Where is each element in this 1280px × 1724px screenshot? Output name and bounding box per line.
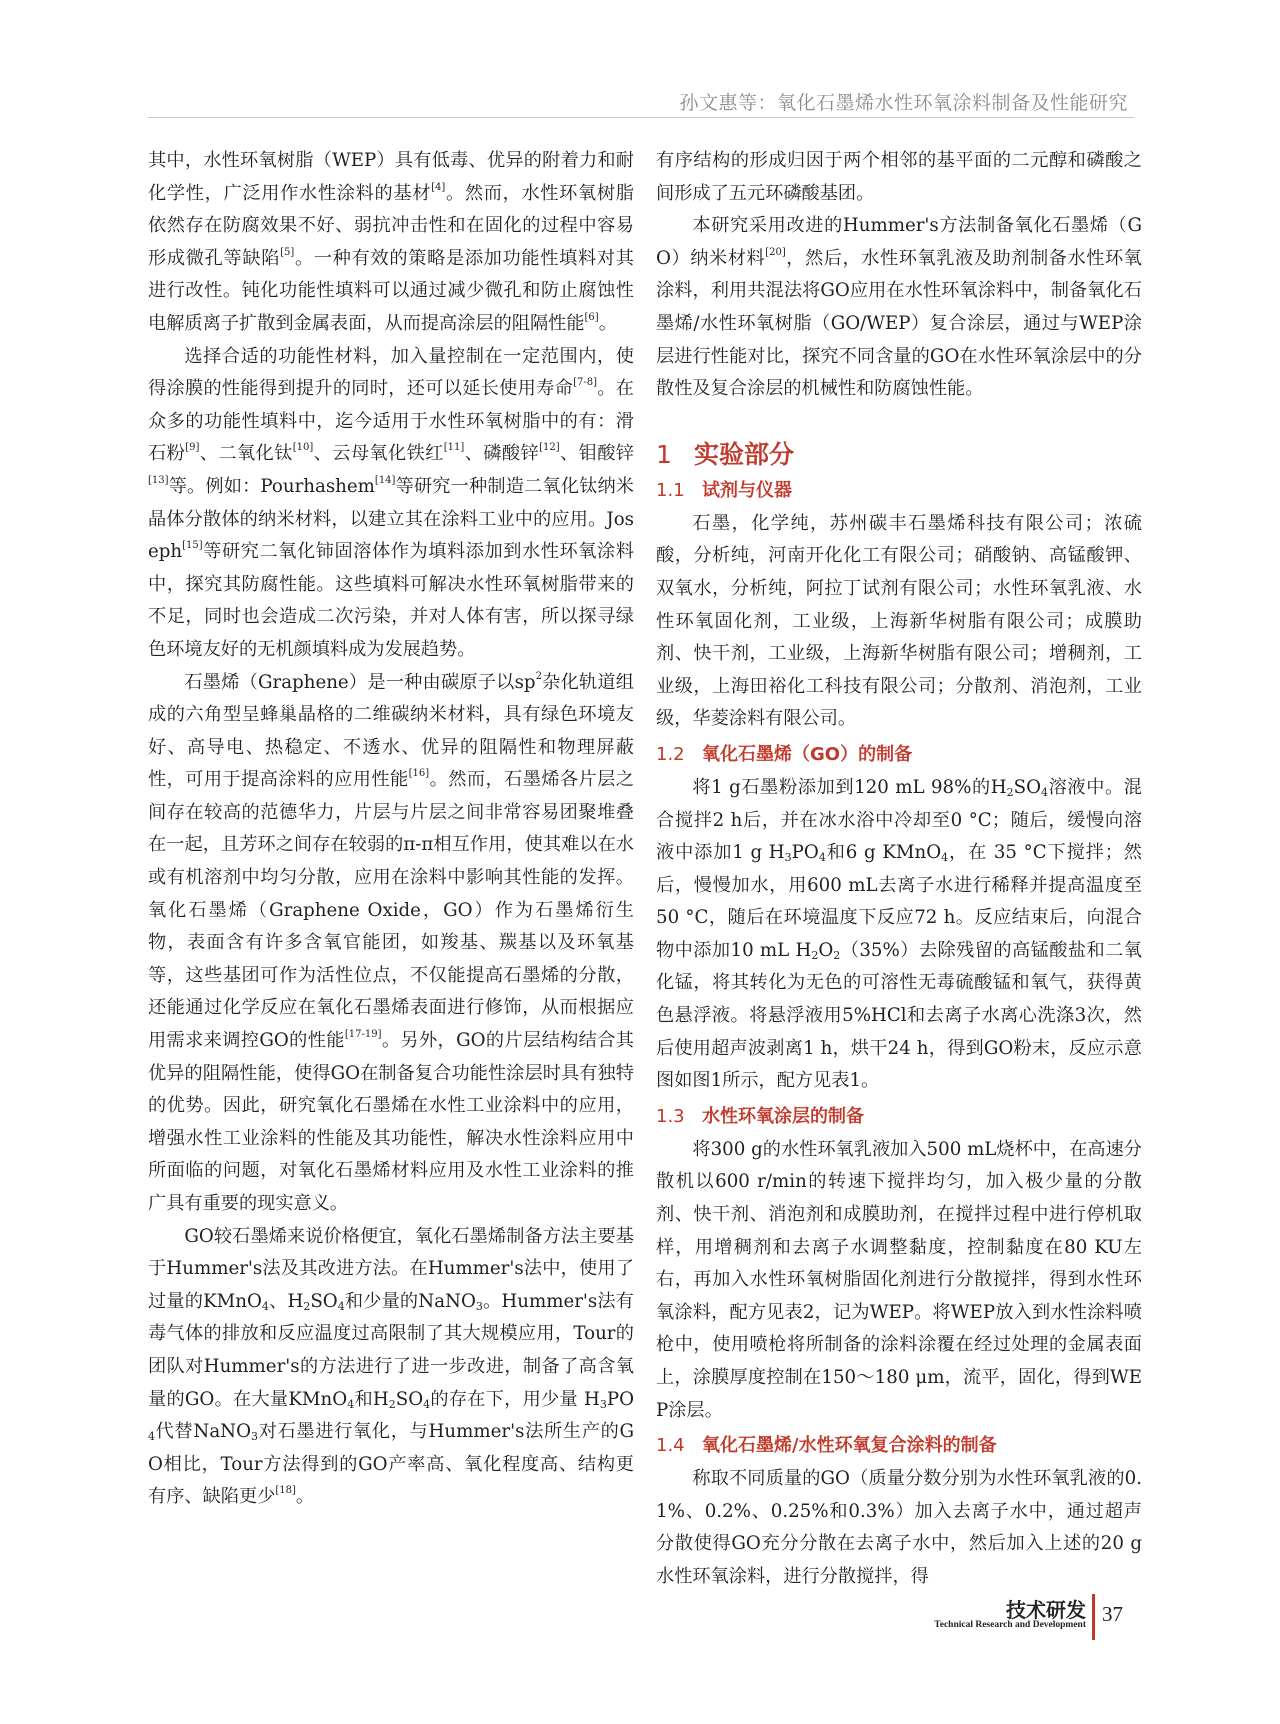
subsection-heading: 1.4 氧化石墨烯/水性环氧复合涂料的制备 bbox=[656, 1435, 997, 1457]
citation[interactable]: [9] bbox=[185, 442, 200, 454]
citation[interactable]: [10] bbox=[292, 442, 314, 454]
header-rule bbox=[148, 117, 1134, 118]
citation[interactable]: [16] bbox=[408, 768, 430, 780]
paragraph: 石墨烯（Graphene）是一种由碳原子以$sp^2$杂化轨道组成的六角型呈蜂巢晶格的二维碳纳米材料，具有绿色环境友好、高导电、热稳定、不透水、优异的阻隔性和物理屏蔽性，可用于提高涂料的应用性能[16]。然而，石墨烯各片层之间存在较高的范德华力，片层与片层之间非常容易团聚堆叠在一起，且芳环之间存在较弱的π-π相互作用，使其难以在水或有机溶剂中均匀分散，应用在涂料中影响其性能的发挥。氧化石墨烯（Graphene Oxide，GO）作为石墨烯衍生物，表面含有许多含氧官能团，如羧基、羰基以及环氧基等，这些基团可作为活性位点，不仅能提高石墨烯的分散，还能通过化学反应在氧化石墨烯表面进行修饰，从而根据应用需求来调控GO的性能[17-19]。另外，GO的片层结构结合其优异的阻隔性能，使得GO在制备复合功能性涂层时具有独特的优势。因此，研究氧化石墨烯在水性工业涂料中的应用，增强水性工业涂料的性能及其功能性，解决水性涂料应用中所面临的问题，对氧化石墨烯材料应用及水性工业涂料的推广具有重要的现实意义。 bbox=[148, 670, 634, 1214]
paragraph: 本研究采用改进的Hummer's方法制备氧化石墨烯（GO）纳米材料[20]，然后，水性环氧乳液及助剂制备水性环氧涂料，利用共混法将GO应用在水性环氧涂料中，制备氧化石墨烯/水性环氧树脂（GO/WEP）复合涂层，通过与WEP涂层进行性能对比，探究不同含量的GO在水性环氧涂层中的分散性及复合涂层的机械性和防腐蚀性能。 bbox=[656, 215, 1142, 400]
paragraph: 称取不同质量的GO（质量分数分别为水性环氧乳液的0.1%、0.2%、0.25%和0.3%）加入去离子水中，通过超声分散使得GO充分分散在去离子水中，然后加入上述的20 g水性环氧涂料，进行分散搅拌，得 bbox=[656, 1468, 1142, 1587]
subsection-heading: 1.1 试剂与仪器 bbox=[656, 479, 792, 501]
footer-section-subtitle: Technical Research and Development bbox=[934, 1620, 1086, 1630]
citation[interactable]: [7-8] bbox=[573, 377, 598, 389]
citation[interactable]: [13] bbox=[148, 474, 169, 486]
citation[interactable]: [12] bbox=[539, 442, 560, 454]
subsection-heading: 1.3 水性环氧涂层的制备 bbox=[656, 1105, 864, 1127]
paragraph: 其中，水性环氧树脂（WEP）具有低毒、优异的附着力和耐化学性，广泛用作水性涂料的基材[4]。然而，水性环氧树脂依然存在防腐效果不好、弱抗冲击性和在固化的过程中容易形成微孔等缺陷[5]。一种有效的策略是添加功能性填料对其进行改性。钝化功能性填料可以通过减少微孔和防止腐蚀性电解质离子扩散到金属表面，从而提高涂层的阻隔性能[6]。 bbox=[148, 150, 634, 334]
citation[interactable]: [6] bbox=[584, 311, 599, 323]
citation[interactable]: [5] bbox=[280, 246, 295, 258]
footer-accent-bar bbox=[1092, 1594, 1095, 1640]
paragraph: 选择合适的功能性材料，加入量控制在一定范围内，使得涂膜的性能得到提升的同时，还可以延长使用寿命[7-8]。在众多的功能性填料中，迄今适用于水性环氧树脂中的有：滑石粉[9]、二氧化钛[10]、云母氧化铁红[11]、磷酸锌[12]、钼酸锌[13]等。例如：Pourhashem[14]等研究一种制造二氧化钛纳米晶体分散体的纳米材料，以建立其在涂料工业中的应用。Joseph[15]等研究二氧化铈固溶体作为填料添加到水性环氧涂料中，探究其防腐性能。这些填料可解决水性环氧树脂带来的不足，同时也会造成二次污染，并对人体有害，所以探寻绿色环境友好的无机颜填料成为发展趋势。 bbox=[148, 345, 634, 660]
subsection-heading: 1.2 氧化石墨烯（GO）的制备 bbox=[656, 743, 913, 765]
right-column bbox=[656, 145, 1142, 1594]
page-number: 37 bbox=[1102, 1602, 1123, 1626]
paragraph: GO较石墨烯来说价格便宜，氧化石墨烯制备方法主要基于Hummer's法及其改进方法。在Hummer's法中，使用了过量的KMnO$_4$、$H_2SO_4$和少量的NaNO$_3$。Hummer's法有毒气体的排放和反应温度过高限制了其大规模应用，Tour的团队对Hummer's的方法进行了进一步改进，制备了高含氧量的GO。在大量KMnO$_4$和$H_2SO_4$的存在下，用少量 $H_3PO_4$代替NaNO$_3$对石墨进行氧化，与Hummer's法所生产的GO相比，Tour方法得到的GO产率高、氧化程度高、结构更有序、缺陷更少[18]。 bbox=[148, 1225, 634, 1508]
footer-section-title: 技术研发 bbox=[1006, 1598, 1086, 1622]
citation[interactable]: [17-19] bbox=[344, 1029, 382, 1041]
running-header: 孙文惠等：氧化石墨烯水性环氧涂料制备及性能研究 bbox=[679, 92, 1128, 114]
paragraph: 将1 g石墨粉添加到120 mL 98%的$H_2SO_4$溶液中。混合搅拌2 h后，并在冰水浴中冷却至0 °C；随后，缓慢向溶液中添加1 g $H_3PO_4$和6 g KMnO$_4$，在 35 °C下搅拌；然后，慢慢加水，用600 mL去离子水进行稀释并提高温度至 50 °C，随后在环境温度下反应72 h。反应结束后，向混合物中添加10 mL $H_2O_2(35\%)$去除残留的高锰酸盐和二氧化锰，将其转化为无色的可溶性无毒硫酸锰和氧气，获得黄色悬浮液。将悬浮液用5%HCl和去离子水离心洗涤3次，然后使用超声波剥离1 h，烘干24 h，得到GO粉末，反应示意图如图1所示，配方见表1。 bbox=[656, 776, 1142, 1092]
citation[interactable]: [11] bbox=[443, 442, 465, 454]
citation[interactable]: [14] bbox=[374, 474, 396, 486]
citation[interactable]: [18] bbox=[275, 1485, 296, 1497]
paragraph: 有序结构的形成归因于两个相邻的基平面的二元醇和磷酸之间形成了五元环磷酸基团。 bbox=[656, 150, 1142, 204]
section-heading: 1 实验部分 bbox=[656, 439, 795, 469]
paragraph: 将300 g的水性环氧乳液加入500 mL烧杯中，在高速分散机以600 r/min的转速下搅拌均匀，加入极少量的分散剂、快干剂、消泡剂和成膜助剂，在搅拌过程中进行停机取样，用增稠剂和去离子水调整黏度，控制黏度在80 KU左右，再加入水性环氧树脂固化剂进行分散搅拌，得到水性环氧涂料，配方见表2，记为WEP。将WEP放入到水性涂料喷枪中，使用喷枪将所制备的涂料涂覆在经过处理的金属表面上，涂膜厚度控制在150～180 μm，流平，固化，得到WEP涂层。 bbox=[656, 1138, 1142, 1421]
citation[interactable]: [15] bbox=[182, 540, 203, 552]
paragraph: 石墨，化学纯，苏州碳丰石墨烯科技有限公司；浓硫酸，分析纯，河南开化化工有限公司；硝酸钠、高锰酸钾、双氧水，分析纯，阿拉丁试剂有限公司；水性环氧乳液、水性环氧固化剂，工业级，上海新华树脂有限公司；成膜助剂、快干剂，工业级，上海新华树脂有限公司；增稠剂，工业级，上海田裕化工科技有限公司；分散剂、消泡剂，工业级，华菱涂料有限公司。 bbox=[656, 512, 1142, 730]
citation[interactable]: [20] bbox=[765, 246, 786, 258]
citation[interactable]: [4] bbox=[431, 181, 446, 193]
left-column bbox=[148, 145, 634, 1514]
